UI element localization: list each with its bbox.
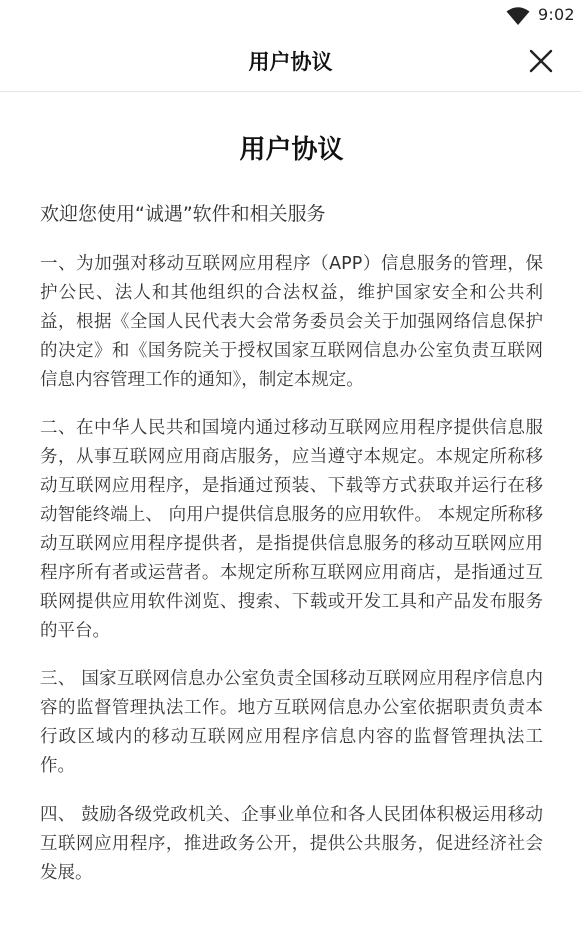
welcome-text: 欢迎您使用“诚遇”软件和相关服务 (40, 203, 326, 225)
document-title: 用户协议 (239, 135, 344, 165)
close-icon[interactable] (526, 46, 556, 76)
app-bar (0, 32, 581, 92)
agreement-paragraph-1: 一、为加强对移动互联网应用程序（APP）信息服务的管理，保护公民、法人和其他组织的合法权益，维护国家安全和公共利益，根据《全国人民代表大会常务委员会关于加强网络信息保护的决定》和《国务院关于授权国家互联网信息办公室负责互联网信息内容管理工作的通知》，制定本规定。 (40, 254, 543, 390)
agreement-content[interactable] (40, 92, 543, 888)
agreement-paragraph-4: 四、 鼓励各级党政机关、企事业单位和各人民团体积极运用移动互联网应用程序，推进政务公开，提供公共服务，促进经济社会发展。 (40, 805, 543, 883)
wifi-icon (506, 6, 530, 26)
app-bar-title: 用户协议 (248, 50, 333, 74)
agreement-paragraph-2: 二、在中华人民共和国境内通过移动互联网应用程序提供信息服务，从事互联网应用商店服务，应当遵守本规定。本规定所称移动互联网应用程序，是指通过预装、下载等方式获取并运行在移动智能终端上、 向用户提供信息服务的应用软件。 本规定所称移动互联网应用程序提供者，是指提供信息服务的移动互联网应用程序所有者或运营者。本规定所称互联网应用商店，是指通过互联网提供应用软件浏览、搜索、下载或开发工具和产品发布服务的平台。 (40, 418, 543, 641)
agreement-paragraph-3: 三、 国家互联网信息办公室负责全国移动互联网应用程序信息内容的监督管理执法工作。地方互联网信息办公室依据职责负责本行政区域内的移动互联网应用程序信息内容的监督管理执法工作。 (40, 669, 543, 776)
status-time: 9:02 (538, 5, 575, 24)
status-bar (0, 0, 581, 32)
